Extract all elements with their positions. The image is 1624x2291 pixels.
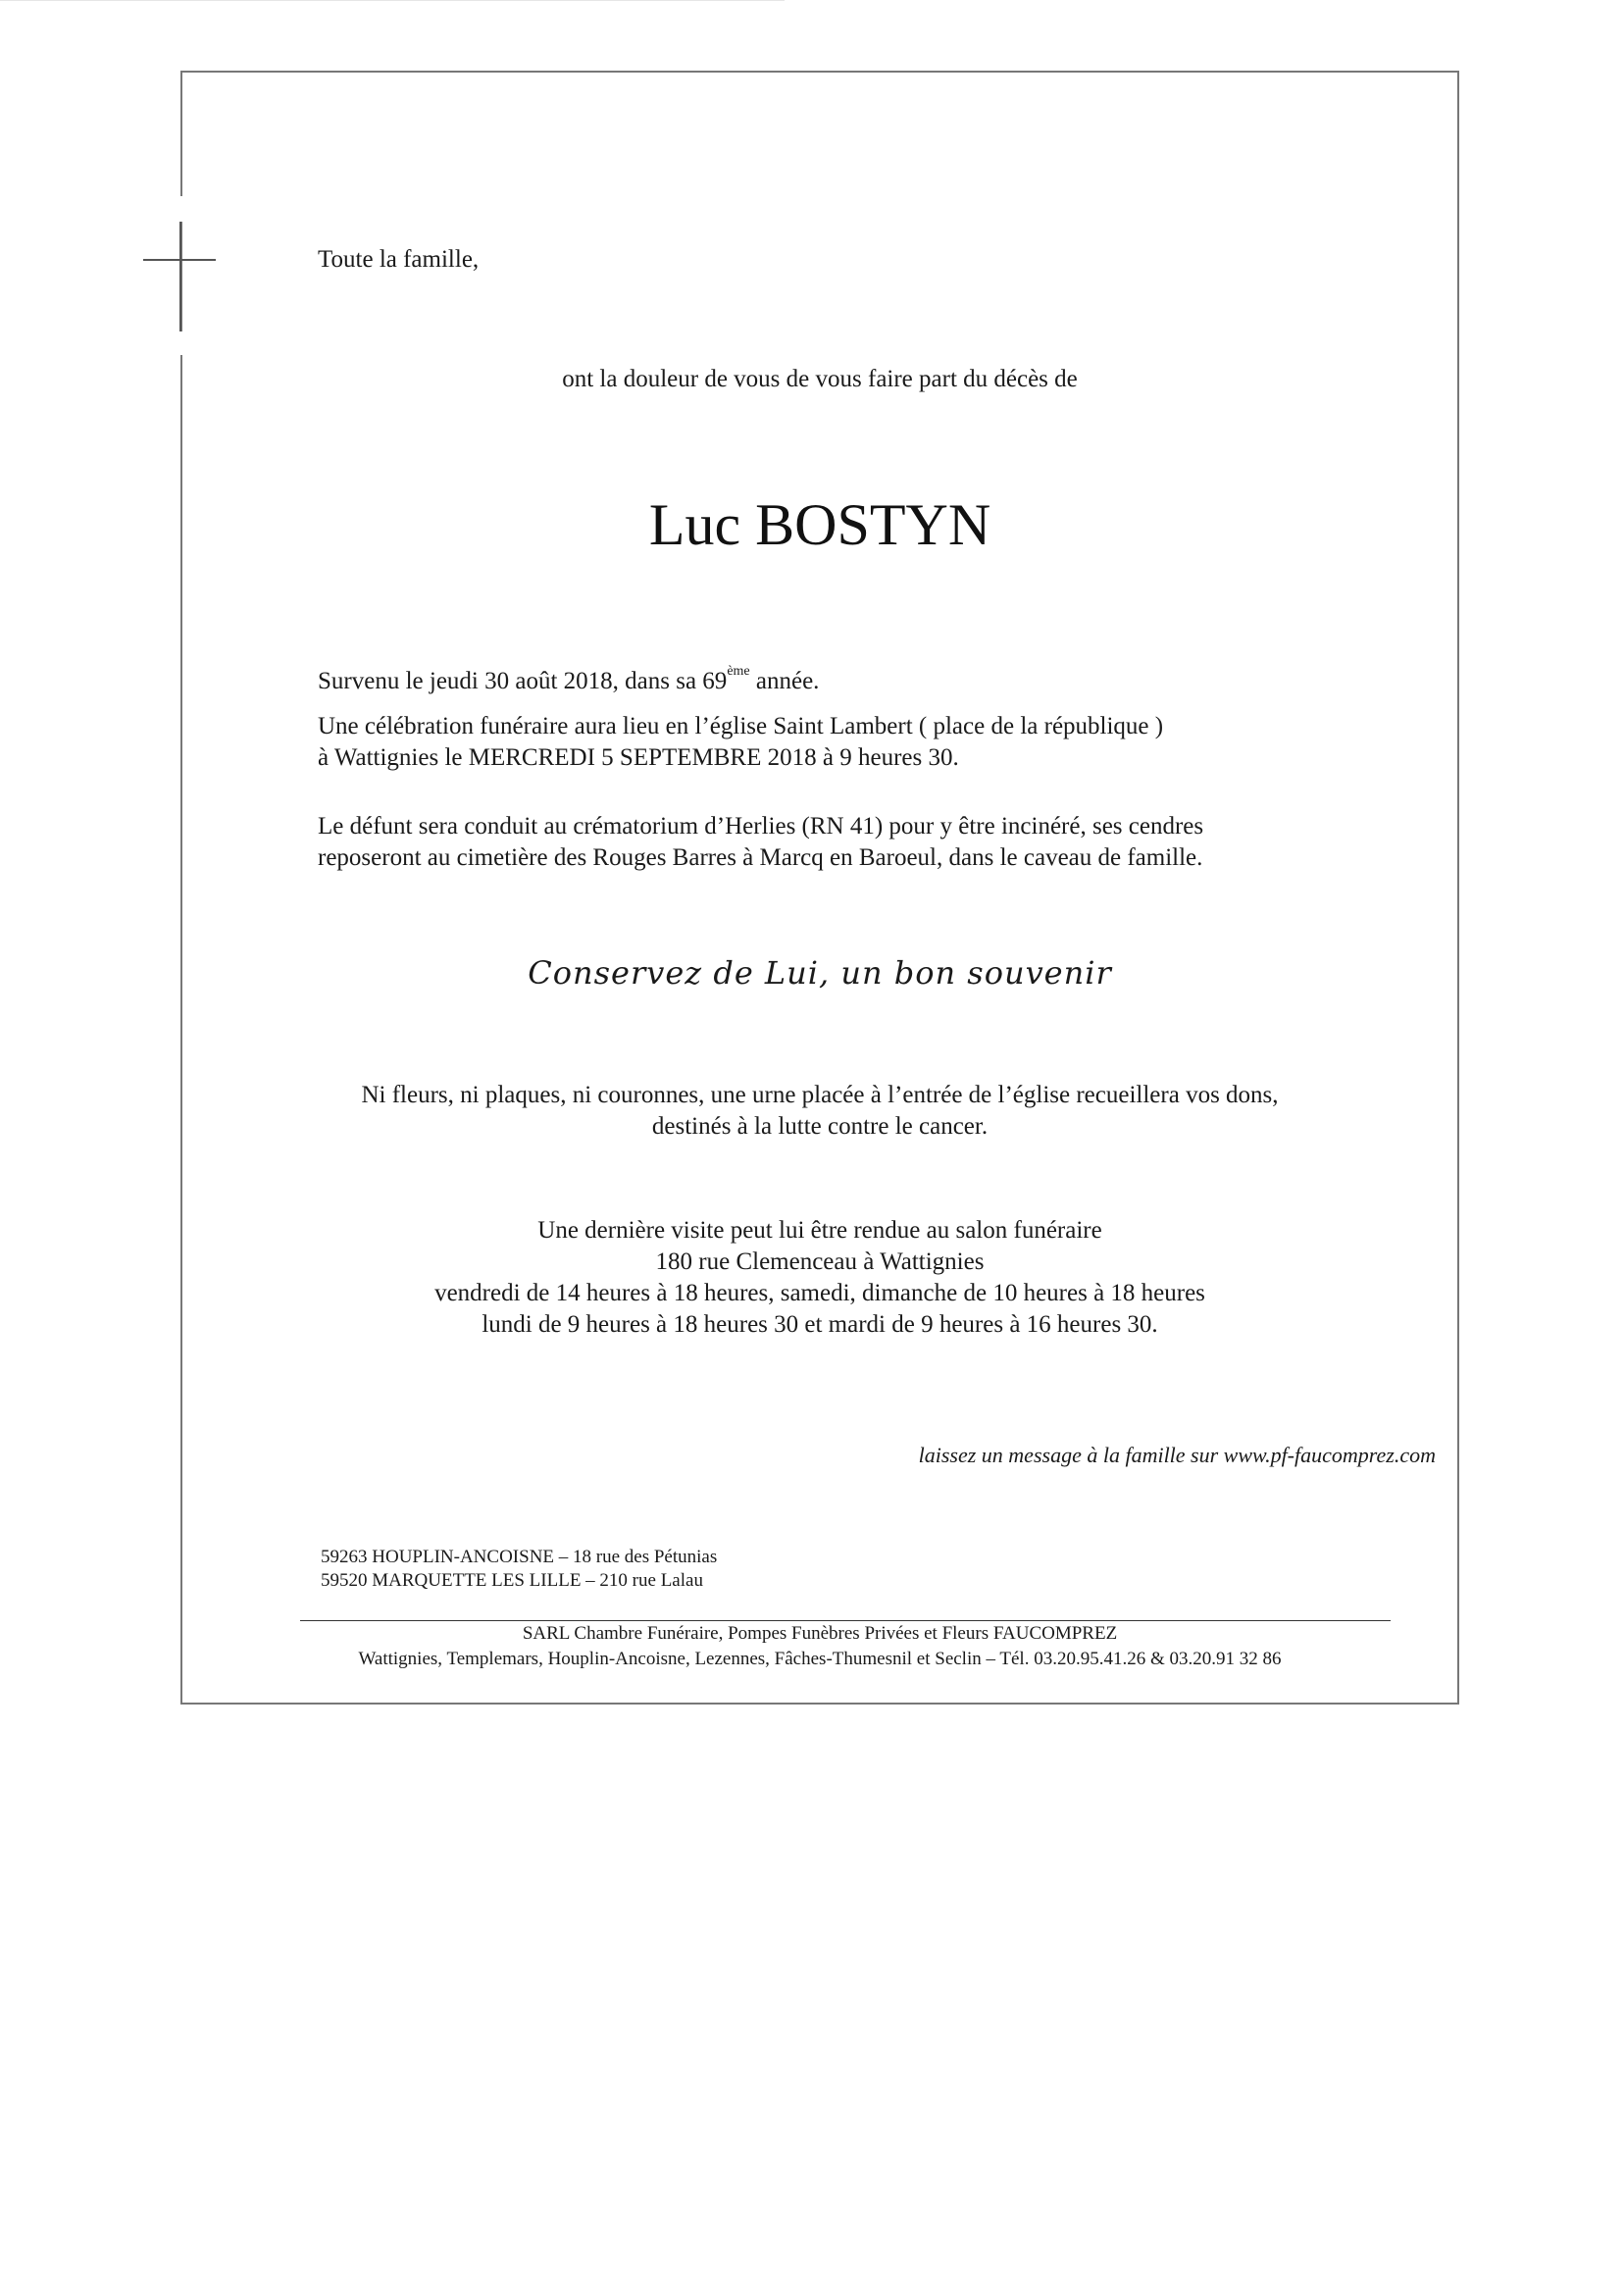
footer-divider	[300, 1620, 1391, 1621]
footer-locations-phone: Wattignies, Templemars, Houplin-Ancoisne, Lezennes, Fâches-Thumesnil et Seclin – Tél. 03.20.95.41.26 & 03.20.91 32 86	[358, 1649, 1282, 1669]
web-message-link[interactable]: laissez un message à la famille sur www.pf-faucomprez.com	[918, 1443, 1436, 1467]
footer-company: SARL Chambre Funéraire, Pompes Funèbres Privées et Fleurs FAUCOMPREZ	[522, 1623, 1118, 1644]
death-date-text: Survenu le jeudi 30 août 2018, dans sa 69	[318, 668, 728, 694]
remembrance-line: Conservez de Lui, un bon souvenir	[528, 954, 1112, 992]
cross-icon-bar	[143, 259, 216, 261]
opening-line: Toute la famille,	[318, 246, 480, 273]
border-gap-bottom	[177, 331, 186, 355]
ordinal-suffix: ème	[727, 664, 750, 679]
cremation-line-1: Le défunt sera conduit au crématorium d’Herlies (RN 41) pour y être incinéré, ses cendres	[318, 813, 1204, 840]
ceremony-line-2: à Wattignies le MERCREDI 5 SEPTEMBRE 2018 à 9 heures 30.	[318, 744, 959, 771]
cross-icon	[179, 222, 181, 331]
death-date-line	[318, 665, 819, 697]
flowers-line-1: Ni fleurs, ni plaques, ni couronnes, une urne placée à l’entrée de l’église recueillera vos dons,	[361, 1082, 1279, 1108]
cremation-line-2: reposeront au cimetière des Rouges Barres à Marcq en Baroeul, dans le caveau de famille.	[318, 844, 1203, 871]
border-gap-top	[177, 196, 186, 222]
announcement-line: ont la douleur de vous de vous faire part du décès de	[562, 366, 1078, 392]
scan-top-edge	[0, 0, 785, 1]
death-date-end: année.	[749, 668, 820, 694]
visit-line-3: vendredi de 14 heures à 18 heures, samedi, dimanche de 10 heures à 18 heures	[434, 1280, 1205, 1306]
deceased-name: Luc BOSTYN	[648, 492, 991, 557]
visit-line-1: Une dernière visite peut lui être rendue au salon funéraire	[537, 1217, 1102, 1244]
flowers-line-2: destinés à la lutte contre le cancer.	[651, 1113, 989, 1140]
visit-line-4: lundi de 9 heures à 18 heures 30 et mardi de 9 heures à 16 heures 30.	[482, 1311, 1158, 1338]
visit-line-2: 180 rue Clemenceau à Wattignies	[655, 1248, 985, 1275]
address-marquette: 59520 MARQUETTE LES LILLE – 210 rue Lalau	[321, 1570, 703, 1591]
address-houplin: 59263 HOUPLIN-ANCOISNE – 18 rue des Pétunias	[321, 1547, 718, 1567]
ceremony-line-1: Une célébration funéraire aura lieu en l’église Saint Lambert ( place de la république )	[318, 713, 1164, 739]
